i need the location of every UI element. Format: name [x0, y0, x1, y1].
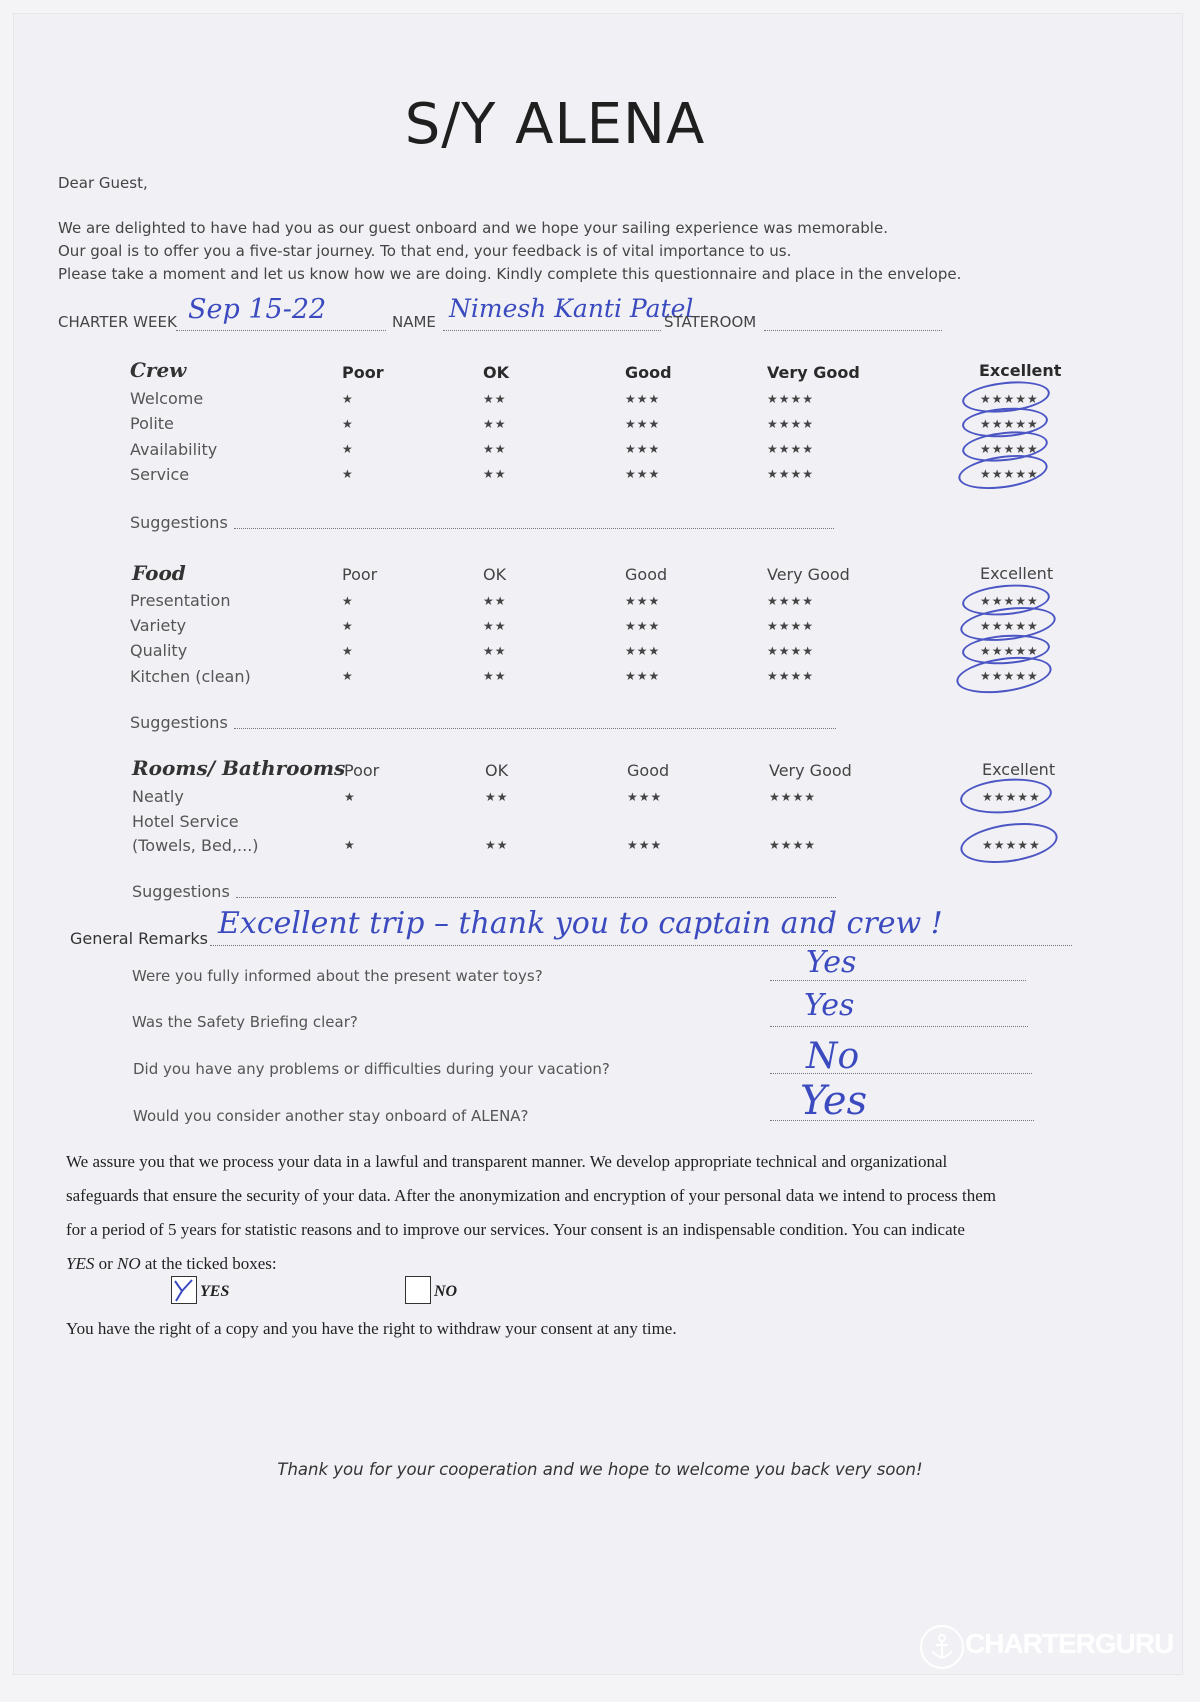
charter-week-line [176, 330, 386, 331]
food-kitchen-poor[interactable]: ★ [342, 669, 354, 683]
food-presentation-very-good[interactable]: ★★★★ [767, 594, 815, 608]
food-poor-header: Poor [342, 565, 378, 584]
stateroom-field[interactable] [764, 330, 942, 331]
food-quality-excellent[interactable]: ★★★★★ [980, 644, 1039, 658]
crew-welcome-ok[interactable]: ★★ [483, 392, 507, 406]
crew-item-welcome: Welcome [130, 389, 204, 408]
crew-welcome-good[interactable]: ★★★ [625, 392, 661, 406]
rooms-good-header: Good [627, 761, 670, 780]
food-kitchen-very-good[interactable]: ★★★★ [767, 669, 815, 683]
crew-polite-ok[interactable]: ★★ [483, 417, 507, 431]
privacy-line-3: for a period of 5 years for statistic reasons and to improve our services. Your consent is an indispensable condition. You can indicate [66, 1220, 965, 1239]
crew-poor-header: Poor [342, 363, 384, 382]
crew-availability-excellent[interactable]: ★★★★★ [980, 442, 1039, 456]
privacy-rights: You have the right of a copy and you have the right to withdraw your consent at any time. [66, 1319, 677, 1338]
intro-line-2: Our goal is to offer you a five-star journey. To that end, your feedback is of vital importance to us. [58, 242, 792, 260]
closing-message: Thank you for your cooperation and we hope to welcome you back very soon! [277, 1460, 923, 1479]
rooms-ok-header: OK [485, 761, 509, 780]
consent-no-label: NO [434, 1283, 458, 1300]
intro-line-1: We are delighted to have had you as our guest onboard and we hope your sailing experience was memorable. [58, 219, 888, 237]
privacy-line-1: We assure you that we process your data in a lawful and transparent manner. We develop appropriate technical and organizational [66, 1152, 948, 1171]
crew-service-poor[interactable]: ★ [342, 467, 354, 481]
privacy-yes-word: YES [66, 1254, 95, 1273]
crew-item-polite: Polite [130, 414, 174, 433]
rooms-neatly-poor[interactable]: ★ [344, 790, 356, 804]
food-quality-poor[interactable]: ★ [342, 644, 354, 658]
food-kitchen-excellent[interactable]: ★★★★★ [980, 669, 1039, 683]
rooms-item-neatly: Neatly [132, 787, 184, 806]
food-very-good-header: Very Good [767, 565, 850, 584]
crew-excellent-header: Excellent [979, 361, 1062, 380]
rooms-hotel-service-poor[interactable]: ★ [344, 838, 356, 852]
rooms-excellent-header: Excellent [982, 760, 1056, 779]
food-quality-ok[interactable]: ★★ [483, 644, 507, 658]
crew-polite-excellent[interactable]: ★★★★★ [980, 417, 1039, 431]
greeting: Dear Guest, [58, 174, 148, 192]
rooms-suggestions-label: Suggestions [132, 882, 230, 901]
crew-section-title: Crew [130, 358, 187, 382]
food-variety-good[interactable]: ★★★ [625, 619, 661, 633]
charter-week-field[interactable]: Sep 15-22 [188, 294, 327, 325]
answer-problems[interactable]: No [806, 1036, 860, 1077]
food-variety-poor[interactable]: ★ [342, 619, 354, 633]
privacy-ticked-text: at the ticked boxes: [140, 1254, 277, 1273]
rooms-neatly-good[interactable]: ★★★ [627, 790, 663, 804]
crew-suggestions-field[interactable] [234, 528, 834, 529]
food-presentation-poor[interactable]: ★ [342, 594, 354, 608]
food-presentation-excellent[interactable]: ★★★★★ [980, 594, 1039, 608]
privacy-line-2: safeguards that ensure the security of your data. After the anonymization and encryption of your personal data we intend to process them [66, 1186, 996, 1205]
crew-availability-very-good[interactable]: ★★★★ [767, 442, 815, 456]
crew-polite-good[interactable]: ★★★ [625, 417, 661, 431]
crew-polite-poor[interactable]: ★ [342, 417, 354, 431]
question-water-toys: Were you fully informed about the present water toys? [132, 967, 543, 985]
rooms-hotel-service-excellent[interactable]: ★★★★★ [982, 838, 1041, 852]
consent-yes-checkbox[interactable] [171, 1276, 197, 1304]
food-good-header: Good [625, 565, 668, 584]
privacy-line-4 [66, 1254, 277, 1274]
food-variety-excellent[interactable]: ★★★★★ [980, 619, 1039, 633]
food-item-presentation: Presentation [130, 591, 231, 610]
food-presentation-ok[interactable]: ★★ [483, 594, 507, 608]
crew-ok-header: OK [483, 363, 509, 382]
food-quality-very-good[interactable]: ★★★★ [767, 644, 815, 658]
question-problems: Did you have any problems or difficulties during your vacation? [133, 1060, 610, 1078]
question-safety-briefing: Was the Safety Briefing clear? [132, 1013, 358, 1031]
rooms-neatly-excellent[interactable]: ★★★★★ [982, 790, 1041, 804]
crew-availability-ok[interactable]: ★★ [483, 442, 507, 456]
crew-item-service: Service [130, 465, 190, 484]
crew-welcome-poor[interactable]: ★ [342, 392, 354, 406]
food-kitchen-ok[interactable]: ★★ [483, 669, 507, 683]
consent-yes-label: YES [200, 1283, 230, 1300]
crew-good-header: Good [625, 363, 672, 382]
food-quality-good[interactable]: ★★★ [625, 644, 661, 658]
crew-very-good-header: Very Good [767, 363, 860, 382]
name-label: NAME [392, 313, 436, 331]
charter-week-label: CHARTER WEEK [58, 313, 177, 331]
answer-line-water-toys [770, 980, 1026, 981]
rooms-hotel-service-good[interactable]: ★★★ [627, 838, 663, 852]
crew-availability-good[interactable]: ★★★ [625, 442, 661, 456]
food-presentation-good[interactable]: ★★★ [625, 594, 661, 608]
food-item-quality: Quality [130, 641, 188, 660]
food-item-variety: Variety [130, 616, 187, 635]
name-field[interactable]: Nimesh Kanti Patel [449, 294, 694, 323]
food-ok-header: OK [483, 565, 507, 584]
crew-welcome-very-good[interactable]: ★★★★ [767, 392, 815, 406]
anchor-icon [920, 1625, 964, 1669]
crew-service-very-good[interactable]: ★★★★ [767, 467, 815, 481]
privacy-or-word: or [94, 1254, 118, 1273]
crew-welcome-excellent[interactable]: ★★★★★ [980, 392, 1039, 406]
watermark-logo: CHARTERGURU [965, 1628, 1174, 1659]
crew-service-ok[interactable]: ★★ [483, 467, 507, 481]
privacy-no-word: NO [117, 1254, 141, 1273]
rooms-neatly-ok[interactable]: ★★ [485, 790, 509, 804]
food-item-kitchen: Kitchen (clean) [130, 667, 251, 686]
rooms-hotel-service-very-good[interactable]: ★★★★ [769, 838, 817, 852]
crew-polite-very-good[interactable]: ★★★★ [767, 417, 815, 431]
food-variety-very-good[interactable]: ★★★★ [767, 619, 815, 633]
rooms-section-title: Rooms/ Bathrooms [132, 756, 346, 780]
crew-suggestions-label: Suggestions [130, 513, 228, 532]
general-remarks-label: General Remarks [70, 929, 208, 948]
crew-service-excellent[interactable]: ★★★★★ [980, 467, 1039, 481]
intro-line-3: Please take a moment and let us know how we are doing. Kindly complete this questionnaire and place in the envelope. [58, 265, 962, 283]
food-kitchen-good[interactable]: ★★★ [625, 669, 661, 683]
answer-line-safety-briefing [770, 1026, 1028, 1027]
checkmark-icon [172, 1277, 196, 1303]
rooms-suggestions-field[interactable] [236, 897, 836, 898]
rooms-hotel-service-ok[interactable]: ★★ [485, 838, 509, 852]
page-title: S/Y ALENA [404, 92, 706, 157]
consent-no-checkbox[interactable] [405, 1276, 431, 1304]
food-suggestions-label: Suggestions [130, 713, 228, 732]
answer-safety-briefing[interactable]: Yes [804, 988, 855, 1023]
rooms-very-good-header: Very Good [769, 761, 852, 780]
answer-another-stay[interactable]: Yes [800, 1078, 868, 1124]
crew-availability-poor[interactable]: ★ [342, 442, 354, 456]
answer-water-toys[interactable]: Yes [806, 945, 857, 980]
name-line [443, 330, 661, 331]
general-remarks-line [210, 945, 1072, 946]
food-excellent-header: Excellent [980, 564, 1054, 583]
food-suggestions-field[interactable] [234, 728, 836, 729]
question-another-stay: Would you consider another stay onboard of ALENA? [133, 1107, 529, 1125]
food-section-title: Food [132, 561, 186, 585]
rooms-item-hotel-service: Hotel Service [132, 812, 239, 831]
rooms-item-towels-bed: (Towels, Bed,...) [132, 836, 259, 855]
rooms-neatly-very-good[interactable]: ★★★★ [769, 790, 817, 804]
rooms-poor-header: Poor [344, 761, 380, 780]
anchor-glyph [922, 1627, 962, 1667]
stateroom-label: STATEROOM [664, 313, 757, 331]
general-remarks-field[interactable]: Excellent trip – thank you to captain and crew ! [218, 906, 943, 941]
crew-item-availability: Availability [130, 440, 218, 459]
crew-service-good[interactable]: ★★★ [625, 467, 661, 481]
food-variety-ok[interactable]: ★★ [483, 619, 507, 633]
